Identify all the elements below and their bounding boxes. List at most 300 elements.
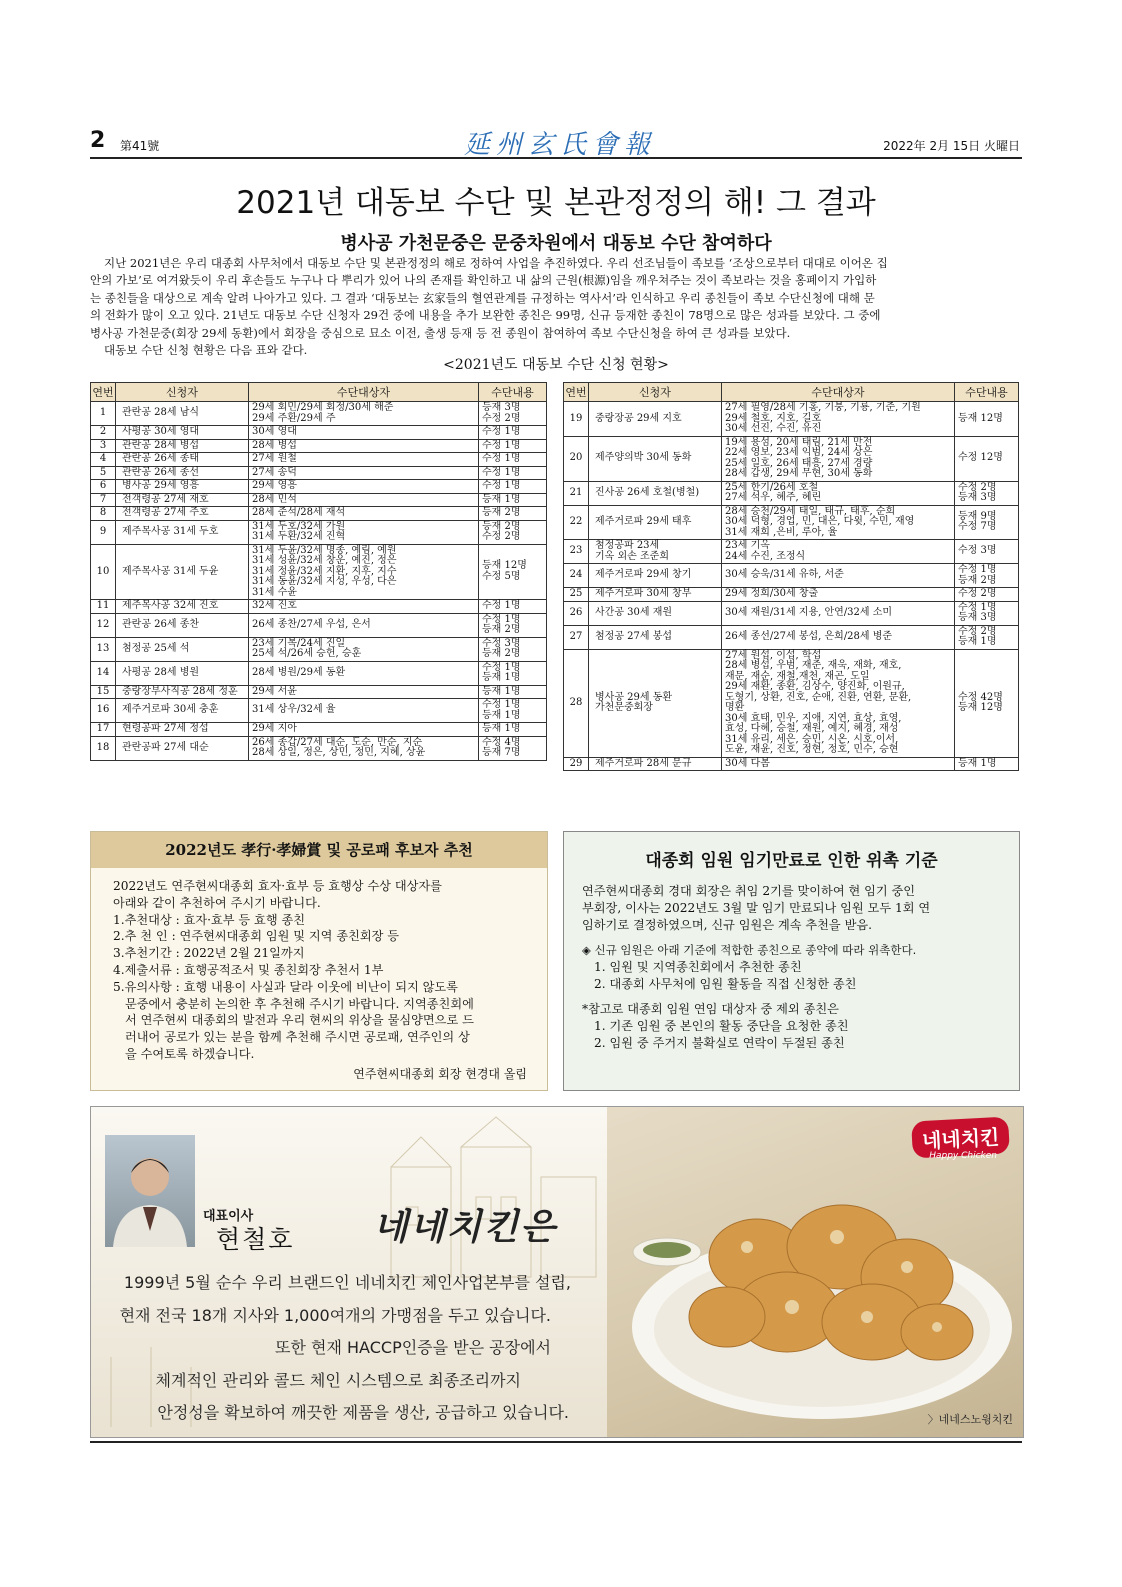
target-line: 23세 기옥 xyxy=(725,540,770,551)
row-number: 5 xyxy=(91,466,116,480)
target-line: 28세 승천/29세 태일, 태규, 태후, 순희 xyxy=(725,505,896,517)
row-content xyxy=(479,637,547,661)
row-content xyxy=(955,757,1019,771)
table-row xyxy=(564,564,1019,588)
target-line: 31세 동윤/32세 지성, 우성, 다은 xyxy=(252,576,397,587)
row-content xyxy=(479,685,547,699)
applicant-line: 제주거로파 29세 태후 xyxy=(595,516,692,527)
row-targets xyxy=(249,723,479,737)
table-row xyxy=(91,613,547,637)
row-targets xyxy=(249,507,479,521)
content-line: 등재 12명 xyxy=(958,702,1003,713)
row-applicant xyxy=(589,505,722,540)
table-row xyxy=(91,637,547,661)
applicant-line: 병사공 29세 동환 xyxy=(595,691,673,703)
row-number: 4 xyxy=(91,453,116,467)
row-number: 20 xyxy=(564,436,589,481)
row-targets xyxy=(722,625,955,649)
table-row xyxy=(91,520,547,544)
ceo-photo xyxy=(105,1135,195,1247)
content-line: 등재 2명 xyxy=(482,648,521,659)
row-applicant xyxy=(116,439,249,453)
table-row xyxy=(91,600,547,614)
content-line: 등재 12명 xyxy=(482,560,527,572)
row-targets xyxy=(722,649,955,757)
header-rule xyxy=(90,157,1022,159)
officer-notice-box xyxy=(563,831,1020,1091)
target-line: 28세 병원/29세 동환 xyxy=(252,666,346,678)
intro-line: 병사공 가천문중(회장 29세 동환)에서 회장을 중심으로 묘소 이전, 출생 등재 등 전 종원이 참여하여 족보 수단신청을 하여 큰 성과를 보았다. xyxy=(90,325,791,340)
issue-date: 2022年 2月 15日 火曜日 xyxy=(883,139,1020,153)
content-line: 수정 12명 xyxy=(958,452,1003,464)
award-line: 3.추천기간 : 2022년 2월 21일까지 xyxy=(113,946,305,961)
table-row xyxy=(564,505,1019,540)
applicant-line: 제주목사공 31세 두윤 xyxy=(122,565,219,577)
row-applicant xyxy=(116,493,249,507)
target-line: 29세 철호, 지호, 길호 xyxy=(725,412,822,424)
intro-line: 대동보 수단 신청 현황은 다음 표와 같다. xyxy=(104,343,308,358)
officer-rules xyxy=(582,959,1001,993)
content-line: 등재 3명 xyxy=(958,612,997,623)
table-row xyxy=(91,685,547,699)
row-number: 2 xyxy=(91,426,116,440)
target-line: 29세 회민/29세 회정/30세 해준 xyxy=(252,402,394,413)
row-applicant xyxy=(116,480,249,494)
target-line: 재문, 재순, 재철,재천, 재곤, 도일 xyxy=(725,670,870,682)
row-applicant xyxy=(589,402,722,437)
officer-para-line: 부회장, 이사는 2022년도 3월 말 임기 만료되나 임원 모두 1회 연 xyxy=(582,901,931,915)
brand-subtext: Happy Chicken xyxy=(929,1151,997,1161)
officer-paragraph xyxy=(582,883,1001,934)
issue-number: 第41號 xyxy=(120,139,160,153)
table-row xyxy=(564,649,1019,757)
content-line: 수정 1명 xyxy=(958,564,997,575)
target-line: 31세 상우/32세 율 xyxy=(252,704,336,716)
target-line: 28세 민석 xyxy=(252,493,297,505)
target-line: 30세 효태, 민우, 지애, 지연, 효상, 효영, xyxy=(725,712,902,724)
page-number: 2 xyxy=(90,128,106,153)
content-line: 수정 1명 xyxy=(482,453,521,464)
row-number: 29 xyxy=(564,757,589,771)
col-header-targets: 수단대상자 xyxy=(249,383,479,402)
content-line: 수정 7명 xyxy=(958,521,997,533)
ceo-name: 현철호 xyxy=(216,1225,295,1254)
row-applicant xyxy=(589,649,722,757)
row-content xyxy=(955,402,1019,437)
target-line: 30세 승욱/31세 유하, 서준 xyxy=(725,569,844,581)
award-notice-box xyxy=(90,831,548,1091)
col-header-content: 수단내용 xyxy=(955,383,1019,402)
target-line: 27세 석우, 혜주, 혜린 xyxy=(725,492,822,503)
applicant-line: 제주목사공 32세 진호 xyxy=(122,600,219,611)
award-line: 서 연주현씨 대종회의 발전과 우리 현씨의 위상을 물심양면으로 드 xyxy=(125,1013,474,1028)
table-row xyxy=(91,480,547,494)
content-line: 수정 1명 xyxy=(482,439,521,451)
brand-logo-text: 네네치킨 xyxy=(921,1124,1000,1154)
intro-line: 는 종친들을 대상으로 계속 알려 나아가고 있다. 그 결과 ‘대동보는 玄家들의 혈연관계를 규정하는 역사서’라 인식하고 우리 종친들이 족보 수단신청에 대해 문 xyxy=(90,290,875,305)
content-line: 수정 2명 xyxy=(482,412,521,424)
content-line: 등재 2명 xyxy=(482,507,521,518)
ad-copy-line: 안정성을 확보하여 깨끗한 제품을 생산, 공급하고 있습니다. xyxy=(157,1403,569,1422)
row-content xyxy=(479,613,547,637)
target-line: 27세 원섭, 이섭, 학섭 xyxy=(725,649,822,661)
target-line: 31세 두윤/32세 명종, 예림, 예원 xyxy=(252,544,397,556)
row-content xyxy=(479,600,547,614)
row-targets xyxy=(249,426,479,440)
applicant-line: 제주양의박 30세 동화 xyxy=(595,452,692,464)
content-line: 수정 1명 xyxy=(482,600,521,611)
target-line: 29세 주환/29세 주 xyxy=(252,412,336,424)
ad-copy xyxy=(91,1267,581,1430)
content-line: 수정 1명 xyxy=(482,613,521,625)
row-content xyxy=(955,481,1019,505)
table-caption: <2021년도 대동보 수단 신청 현황> xyxy=(443,357,669,373)
target-line: 28세 준석/28세 재석 xyxy=(252,507,346,518)
table-row xyxy=(91,507,547,521)
target-line: 30세 선진, 수진, 유진 xyxy=(725,423,822,434)
table-row xyxy=(91,426,547,440)
target-line: 28세 상일, 정은, 상민, 정민, 지혜, 상윤 xyxy=(252,747,426,758)
content-line: 등재 9명 xyxy=(958,510,997,522)
row-applicant xyxy=(589,588,722,602)
row-content xyxy=(955,649,1019,757)
applicant-line: 진사공 26세 호철(병철) xyxy=(595,486,700,498)
row-targets xyxy=(249,699,479,723)
row-applicant xyxy=(116,685,249,699)
award-line: 2022년도 연주현씨대종회 효자·효부 등 효행상 수상 대상자를 xyxy=(113,879,442,893)
col-header-no: 연번 xyxy=(564,383,589,402)
content-line: 수정 2명 xyxy=(958,625,997,637)
row-number: 23 xyxy=(564,540,589,564)
applicant-line: 관란공 26세 종태 xyxy=(122,453,200,464)
row-applicant xyxy=(116,699,249,723)
ad-photo-panel xyxy=(607,1107,1023,1437)
row-content xyxy=(479,439,547,453)
award-line: 4.제출서류 : 효행공적조서 및 종친회장 추천서 1부 xyxy=(113,962,384,977)
applicant-line: 제주거로파 29세 창기 xyxy=(595,569,692,581)
row-applicant xyxy=(116,453,249,467)
applicant-line: 기옥 외손 조준희 xyxy=(595,550,669,562)
content-line: 수정 1명 xyxy=(482,480,521,491)
award-line: 아래와 같이 추천하여 주시기 바랍니다. xyxy=(113,895,321,910)
table-row xyxy=(91,402,547,426)
row-targets xyxy=(722,540,955,564)
table-row xyxy=(91,661,547,685)
row-content xyxy=(479,507,547,521)
row-number: 26 xyxy=(564,601,589,625)
row-targets xyxy=(249,439,479,453)
row-content xyxy=(955,564,1019,588)
row-number: 13 xyxy=(91,637,116,661)
ceo-role: 대표이사 xyxy=(203,1209,254,1224)
content-line: 수정 1명 xyxy=(958,601,997,613)
target-line: 31세 정윤/32세 지환, 지후, 지수 xyxy=(252,565,397,577)
applicant-line: 전객령공 27세 주호 xyxy=(122,507,209,518)
applicant-line: 관란공 28세 남식 xyxy=(122,407,200,419)
content-line: 등재 3명 xyxy=(958,492,997,503)
content-line: 수정 3명 xyxy=(958,545,997,557)
target-line: 명환 xyxy=(725,702,745,713)
ad-copy-line: 체계적인 관리와 콜드 체인 시스템으로 최종조리까지 xyxy=(155,1370,521,1390)
target-line: 29세 정희/30세 창출 xyxy=(725,588,819,599)
row-targets xyxy=(722,757,955,771)
row-targets xyxy=(249,520,479,544)
applicant-line: 전객령공 27세 재호 xyxy=(122,493,209,505)
row-applicant xyxy=(116,600,249,614)
col-header-no: 연번 xyxy=(91,383,116,402)
applicant-line: 관란공 26세 종선 xyxy=(122,466,200,478)
row-content xyxy=(479,723,547,737)
officer-rule: 1. 임원 및 지역종친회에서 추천한 종친 xyxy=(594,960,802,974)
advertisement xyxy=(90,1106,1024,1438)
ad-slogan: 네네치킨은 xyxy=(373,1206,557,1248)
target-line: 도형기, 상환, 진호, 순애, 진환, 연환, 문환, xyxy=(725,691,912,703)
row-content xyxy=(955,625,1019,649)
table-row xyxy=(564,625,1019,649)
applicant-line: 사간공 30세 재원 xyxy=(595,606,673,618)
table-right-wrap xyxy=(563,382,1019,771)
row-number: 17 xyxy=(91,723,116,737)
row-number: 22 xyxy=(564,505,589,540)
target-line: 19세 용섬, 20세 태림, 21세 만전 xyxy=(725,436,873,448)
content-line: 등재 2명 xyxy=(482,520,521,532)
content-line: 등재 2명 xyxy=(482,624,521,635)
row-applicant xyxy=(116,466,249,480)
table-row xyxy=(564,436,1019,481)
row-content xyxy=(479,699,547,723)
table-left-wrap xyxy=(90,382,547,761)
ad-copy-line: 또한 현재 HACCP인증을 받은 공장에서 xyxy=(275,1338,551,1357)
target-line: 효성, 다혜, 승철, 재원, 예지, 혜경, 재성 xyxy=(725,723,899,734)
row-targets xyxy=(722,436,955,481)
row-number: 16 xyxy=(91,699,116,723)
row-applicant xyxy=(589,540,722,564)
table-row xyxy=(564,757,1019,771)
applicant-line: 중랑장공 29세 지호 xyxy=(595,412,682,424)
table-row xyxy=(564,540,1019,564)
content-line: 수정 1명 xyxy=(482,426,521,437)
content-line: 등재 1명 xyxy=(482,685,521,697)
row-number: 6 xyxy=(91,480,116,494)
target-line: 26세 종찬/27세 우섭, 은서 xyxy=(252,618,371,630)
row-number: 1 xyxy=(91,402,116,426)
row-targets xyxy=(249,637,479,661)
target-line: 25세 일호, 26세 태흥, 27세 경량 xyxy=(725,457,873,469)
applicant-line: 관란공파 27세 대순 xyxy=(122,741,209,753)
content-line: 수정 2명 xyxy=(958,588,997,599)
row-targets xyxy=(249,544,479,600)
article-intro xyxy=(90,255,1022,359)
applicant-line: 첨정공 27세 봉섭 xyxy=(595,630,673,642)
content-line: 등재 1명 xyxy=(482,709,521,721)
ad-copy-line: 1999년 5월 순수 우리 브랜드인 네네치킨 체인사업본부를 설립, xyxy=(123,1273,571,1292)
row-number: 12 xyxy=(91,613,116,637)
applicant-line: 첨정공 25세 석 xyxy=(122,642,190,654)
officer-note: 1. 기존 임원 중 본인의 활동 중단을 요청한 종친 xyxy=(594,1019,849,1033)
table-row xyxy=(91,493,547,507)
table-row xyxy=(91,439,547,453)
table-row xyxy=(91,544,547,600)
target-line: 29세 영흥 xyxy=(252,480,297,491)
content-line: 수정 1명 xyxy=(482,661,521,673)
officer-notes xyxy=(582,1018,1001,1052)
row-targets xyxy=(722,588,955,602)
target-line: 27세 원철 xyxy=(252,453,297,464)
table-row xyxy=(91,453,547,467)
row-number: 7 xyxy=(91,493,116,507)
table-row xyxy=(91,723,547,737)
target-line: 30세 재원/31세 지용, 안연/32세 소미 xyxy=(725,606,893,618)
row-targets xyxy=(722,402,955,437)
target-line: 25세 석/26세 승헌, 승훈 xyxy=(252,648,362,659)
row-applicant xyxy=(116,637,249,661)
target-line: 28세 갑생, 29세 무현, 30세 동화 xyxy=(725,468,873,479)
content-line: 등재 3명 xyxy=(482,402,521,413)
content-line: 등재 1명 xyxy=(482,493,521,505)
award-notice-body xyxy=(91,868,547,1063)
award-line: 1.추천대상 : 효자·효부 등 효행 종친 xyxy=(113,912,306,927)
article-subtitle: 병사공 가천문중은 문중차원에서 대동보 수단 참여하다 xyxy=(340,233,772,254)
applicant-line: 중랑장부사직공 28세 정훈 xyxy=(122,685,238,697)
row-number: 10 xyxy=(91,544,116,600)
row-targets xyxy=(249,736,479,760)
row-content xyxy=(479,466,547,480)
row-number: 28 xyxy=(564,649,589,757)
target-line: 29세 지아 xyxy=(252,723,297,734)
row-applicant xyxy=(116,661,249,685)
row-number: 14 xyxy=(91,661,116,685)
row-applicant xyxy=(116,507,249,521)
row-number: 25 xyxy=(564,588,589,602)
applicant-line: 제주거로파 30세 충훈 xyxy=(122,704,219,716)
award-line: 러내어 공로가 있는 분을 함께 추천해 주시면 공로패, 연주인의 상 xyxy=(125,1030,470,1045)
row-targets xyxy=(249,480,479,494)
row-content xyxy=(955,540,1019,564)
table-row xyxy=(91,466,547,480)
officer-note-head: *참고로 대종회 임원 연임 대상자 중 제외 종친은 xyxy=(582,1002,839,1016)
content-line: 수정 1명 xyxy=(482,466,521,478)
row-targets xyxy=(249,402,479,426)
applicant-line: 사평공 30세 영대 xyxy=(122,426,200,437)
target-line: 26세 종선/27세 봉섭, 은희/28세 병준 xyxy=(725,630,893,642)
award-line: 2.추 천 인 : 연주현씨대종회 임원 및 지역 종친회장 등 xyxy=(113,929,400,944)
row-applicant xyxy=(589,757,722,771)
target-line: 31세 유리, 세은, 승민, 시온, 시호,이서, xyxy=(725,733,899,745)
content-line: 수정 42명 xyxy=(958,691,1003,703)
person-icon xyxy=(105,1135,195,1247)
applicant-line: 현령공파 27세 정섭 xyxy=(122,723,209,734)
table-row xyxy=(564,601,1019,625)
row-targets xyxy=(722,564,955,588)
row-number: 24 xyxy=(564,564,589,588)
row-targets xyxy=(722,601,955,625)
row-content xyxy=(479,453,547,467)
target-line: 25세 한기/26세 호철 xyxy=(725,481,819,493)
target-line: 30세 다봄 xyxy=(725,757,770,769)
row-number: 11 xyxy=(91,600,116,614)
request-table-left xyxy=(90,382,547,761)
row-content xyxy=(479,402,547,426)
target-line: 27세 송덕 xyxy=(252,466,297,478)
masthead: 延州玄氏會報 xyxy=(463,130,656,160)
officer-para-line: 임하기로 결정하였으며, 신규 임원은 계속 추천을 받음. xyxy=(582,918,873,932)
target-line: 31세 두호/32세 가원 xyxy=(252,520,346,532)
table-row xyxy=(564,588,1019,602)
target-line: 30세 덕형, 경업, 민, 대은, 다윗, 수민, 재영 xyxy=(725,516,915,527)
applicant-line: 제주거로파 30세 창부 xyxy=(595,588,692,599)
row-content xyxy=(479,661,547,685)
row-number: 3 xyxy=(91,439,116,453)
row-applicant xyxy=(589,436,722,481)
target-line: 29세 서윤 xyxy=(252,685,297,697)
target-line: 도윤, 재윤, 진호, 정현, 정호, 민수, 승현 xyxy=(725,744,899,755)
officer-notice-body xyxy=(564,883,1019,1052)
table-row xyxy=(564,481,1019,505)
row-content xyxy=(955,436,1019,481)
row-applicant xyxy=(116,426,249,440)
article-title: 2021년 대동보 수단 및 본관정정의 해! 그 결과 xyxy=(236,185,876,221)
row-number: 9 xyxy=(91,520,116,544)
col-header-content: 수단내용 xyxy=(479,383,547,402)
row-targets xyxy=(249,493,479,507)
award-signature: 연주현씨대종회 회장 현경대 올림 xyxy=(353,1066,527,1081)
row-number: 18 xyxy=(91,736,116,760)
col-header-targets: 수단대상자 xyxy=(722,383,955,402)
row-number: 27 xyxy=(564,625,589,649)
row-applicant xyxy=(116,544,249,600)
content-line: 등재 12명 xyxy=(958,412,1003,424)
row-content xyxy=(955,505,1019,540)
applicant-line: 첨정공파 23세 xyxy=(595,540,660,551)
target-line: 32세 진호 xyxy=(252,600,297,611)
row-targets xyxy=(249,661,479,685)
row-content xyxy=(479,520,547,544)
row-applicant xyxy=(589,564,722,588)
table-row xyxy=(91,699,547,723)
applicant-line: 병사공 29세 영흥 xyxy=(122,480,200,491)
target-line: 31세 재희 ,은비, 루아, 율 xyxy=(725,526,838,538)
target-line: 23세 기복/24세 진일 xyxy=(252,637,346,649)
officer-para-line: 연주현씨대종회 경대 회장은 취임 2기를 맞이하여 현 임기 중인 xyxy=(582,884,916,898)
officer-rule: 2. 대종회 사무처에 임원 활동을 직접 신청한 종친 xyxy=(594,977,857,991)
target-line: 27세 필영/28세 기홍, 기붕, 기룡, 기준, 기원 xyxy=(725,402,921,413)
officer-notice-title: 대종회 임원 임기만료로 인한 위촉 기준 xyxy=(645,851,938,871)
award-line: 을 수여토록 하겠습니다. xyxy=(125,1046,255,1061)
row-targets xyxy=(249,466,479,480)
intro-line: 안의 가보’로 여겨왔듯이 우리 후손들도 누구나 다 뿌리가 있어 나의 존재를 확인하고 내 삶의 근원(根源)임을 깨우쳐주는 것이 족보라는 것을 홍폐이지 가입하 xyxy=(90,273,877,288)
footer-rule xyxy=(90,1441,1022,1443)
col-header-applicant: 신청자 xyxy=(589,383,722,402)
ad-text-panel xyxy=(91,1107,607,1437)
row-applicant xyxy=(116,736,249,760)
photo-caption: 〉네네스노윙치킨 xyxy=(927,1413,1013,1426)
intro-line: 지난 2021년은 우리 대종회 사무처에서 대동보 수단 및 본관정정의 해로 정하여 사업을 추진하였다. 우리 선조님들이 족보를 ‘조상으로부터 대대로 이어온 집 xyxy=(104,256,888,270)
row-targets xyxy=(249,613,479,637)
row-content xyxy=(955,601,1019,625)
target-line: 24세 수진, 조정식 xyxy=(725,550,806,562)
row-targets xyxy=(249,600,479,614)
content-line: 등재 2명 xyxy=(958,574,997,586)
row-targets xyxy=(722,481,955,505)
row-number: 15 xyxy=(91,685,116,699)
content-line: 등재 1명 xyxy=(482,672,521,683)
row-targets xyxy=(249,453,479,467)
table-row xyxy=(91,736,547,760)
content-line: 등재 1명 xyxy=(482,723,521,734)
row-targets xyxy=(249,685,479,699)
row-targets xyxy=(722,505,955,540)
request-table-right xyxy=(563,382,1019,771)
